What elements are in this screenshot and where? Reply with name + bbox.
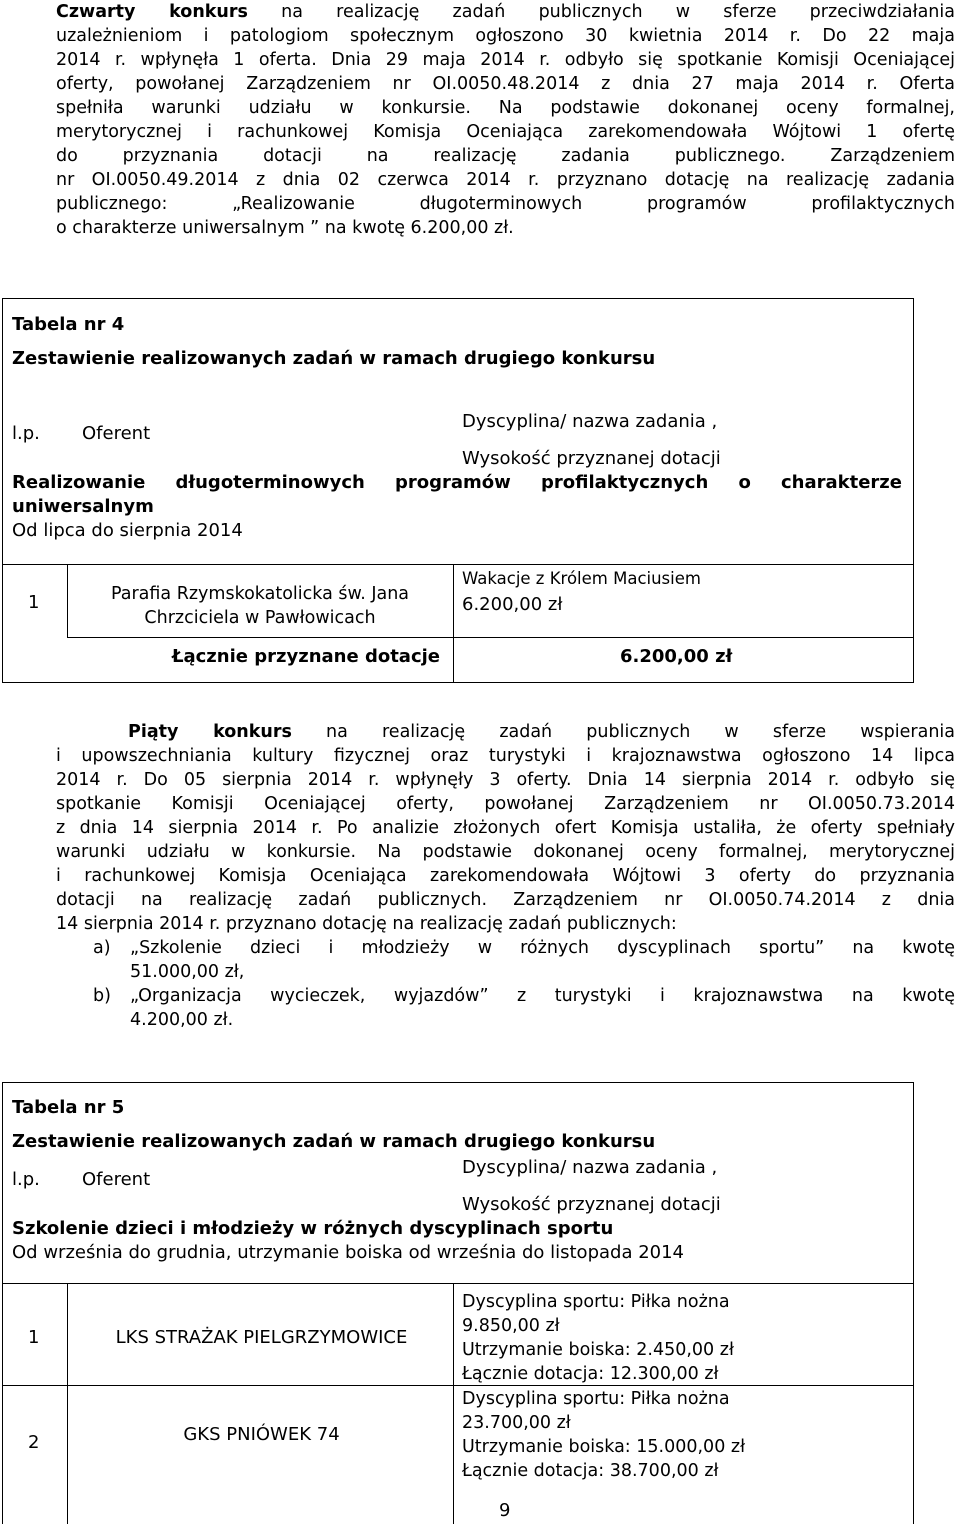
program-title: Szkolenie dzieci i młodzieży w różnych dyscyplinach sportu <box>12 1218 614 1239</box>
program-period: Od lipca do sierpnia 2014 <box>12 520 243 541</box>
table-5-subtitle: Zestawienie realizowanych zadań w ramach drugiego konkursu <box>12 1131 656 1152</box>
row-task: Wakacje z Królem Maciusiem <box>462 569 701 588</box>
column-oferent-header: Oferent <box>82 1169 151 1190</box>
table-left-border <box>2 1082 3 1524</box>
program-title: Realizowanie długoterminowych programów profilaktycznych o charakterze <box>12 472 902 493</box>
text-line: 2014 r. wpłynęła 1 oferta. Dnia 29 maja 2014 r. odbyło się spotkanie Komisji Oceniającej <box>56 50 955 70</box>
list-item-text: 4.200,00 zł. <box>130 1010 234 1030</box>
table-divider <box>2 564 914 565</box>
text-line: spotkanie Komisji Oceniającej oferty, powołanej Zarządzeniem nr OI.0050.73.2014 <box>56 794 955 814</box>
program-period: Od września do grudnia, utrzymanie boiska od września do listopada 2014 <box>12 1242 685 1263</box>
row-lp: 2 <box>28 1432 40 1453</box>
table-divider <box>67 637 914 638</box>
table-divider <box>2 1283 914 1284</box>
text-line: uzależnieniom i patologiom społecznym ogłoszono 30 kwietnia 2014 r. Do 22 maja <box>56 26 955 46</box>
text-line: Piąty konkurs na realizację zadań publicznych w sferze wspierania <box>128 722 955 742</box>
text-line: o charakterze uniwersalnym ” na kwotę 6.200,00 zł. <box>56 218 514 238</box>
row-oferent: GKS PNIÓWEK 74 <box>183 1424 340 1445</box>
text-line: Czwarty konkurs na realizację zadań publicznych w sferze przeciwdziałania <box>56 2 955 22</box>
list-item-text: „Organizacja wycieczek, wyjazdów” z turystyki i krajoznawstwa na kwotę <box>130 986 955 1006</box>
row-oferent: Parafia Rzymskokatolicka św. Jana Chrzciciela w Pawłowicach <box>110 584 410 628</box>
column-oferent-header: Oferent <box>82 423 151 444</box>
text-line: spełniła warunki udziału w konkursie. Na podstawie dokonanej oceny formalnej, <box>56 98 955 118</box>
column-lp-header: l.p. <box>12 1169 40 1190</box>
table-4-subtitle: Zestawienie realizowanych zadań w ramach drugiego konkursu <box>12 348 656 369</box>
list-marker: a) <box>93 938 111 958</box>
table-divider <box>453 564 454 683</box>
text-line: i rachunkowej Komisja Oceniająca zarekomendowała Wójtowi 3 oferty do przyznania <box>56 866 955 886</box>
row-detail: Dyscyplina sportu: Piłka nożna 23.700,00 zł Utrzymanie boiska: 15.000,00 zł Łącznie dotacja: 38.700,00 zł <box>462 1389 746 1481</box>
program-title-continued: uniwersalnym <box>12 496 154 517</box>
table-divider <box>67 564 68 637</box>
column-lp-header: l.p. <box>12 423 40 444</box>
total-label: Łącznie przyznane dotacje <box>171 646 440 667</box>
fourth-contest-heading: Czwarty konkurs <box>56 2 248 22</box>
row-lp: 1 <box>28 592 40 613</box>
column-amount-header: Wysokość przyznanej dotacji <box>462 1194 721 1215</box>
text-line: i upowszechniania kultury fizycznej oraz turystyki i krajoznawstwa ogłoszono 14 lipca <box>56 746 955 766</box>
table-4-title: Tabela nr 4 <box>12 314 125 335</box>
column-task-header: Dyscyplina/ nazwa zadania , <box>462 1157 718 1178</box>
row-amount: 6.200,00 zł <box>462 594 563 615</box>
table-divider <box>453 1283 454 1524</box>
text-line: do przyznania dotacji na realizację zadania publicznego. Zarządzeniem <box>56 146 955 166</box>
list-marker: b) <box>93 986 111 1006</box>
table-5-title: Tabela nr 5 <box>12 1097 125 1118</box>
text-line: merytorycznej i rachunkowej Komisja Oceniająca zarekomendowała Wójtowi 1 ofertę <box>56 122 955 142</box>
text-line: 14 sierpnia 2014 r. przyznano dotację na realizację zadań publicznych: <box>56 914 677 934</box>
page-number: 9 <box>499 1500 511 1521</box>
column-task-header: Dyscyplina/ nazwa zadania , <box>462 411 718 432</box>
table-right-border <box>913 1082 914 1524</box>
list-item-text: „Szkolenie dzieci i młodzieży w różnych dyscyplinach sportu” na kwotę <box>130 938 955 958</box>
list-item-text: 51.000,00 zł, <box>130 962 245 982</box>
text-line: 2014 r. Do 05 sierpnia 2014 r. wpłynęły 3 oferty. Dnia 14 sierpnia 2014 r. odbyło się <box>56 770 955 790</box>
text-line: z dnia 14 sierpnia 2014 r. Po analizie złożonych ofert Komisja ustaliła, że oferty spełniały <box>56 818 955 838</box>
fifth-contest-heading: Piąty konkurs <box>128 722 292 742</box>
column-amount-header: Wysokość przyznanej dotacji <box>462 448 721 469</box>
table-divider <box>2 1385 914 1386</box>
row-lp: 1 <box>28 1327 40 1348</box>
row-oferent: LKS STRAŻAK PIELGRZYMOWICE <box>115 1327 408 1348</box>
text-line: nr OI.0050.49.2014 z dnia 02 czerwca 2014 r. przyznano dotację na realizację zadania <box>56 170 955 190</box>
text-line: warunki udziału w konkursie. Na podstawie dokonanej oceny formalnej, merytorycznej <box>56 842 955 862</box>
total-value: 6.200,00 zł <box>620 646 733 667</box>
table-top-border <box>2 1082 914 1083</box>
text-line: dotacji na realizację zadań publicznych. Zarządzeniem nr OI.0050.74.2014 z dnia <box>56 890 955 910</box>
text-line: oferty, powołanej Zarządzeniem nr OI.0050.48.2014 z dnia 27 maja 2014 r. Oferta <box>56 74 955 94</box>
text-line: publicznego: „Realizowanie długoterminowych programów profilaktycznych <box>56 194 955 214</box>
table-divider <box>67 1283 68 1524</box>
row-detail: Dyscyplina sportu: Piłka nożna 9.850,00 zł Utrzymanie boiska: 2.450,00 zł Łącznie dotacja: 12.300,00 zł <box>462 1292 734 1384</box>
